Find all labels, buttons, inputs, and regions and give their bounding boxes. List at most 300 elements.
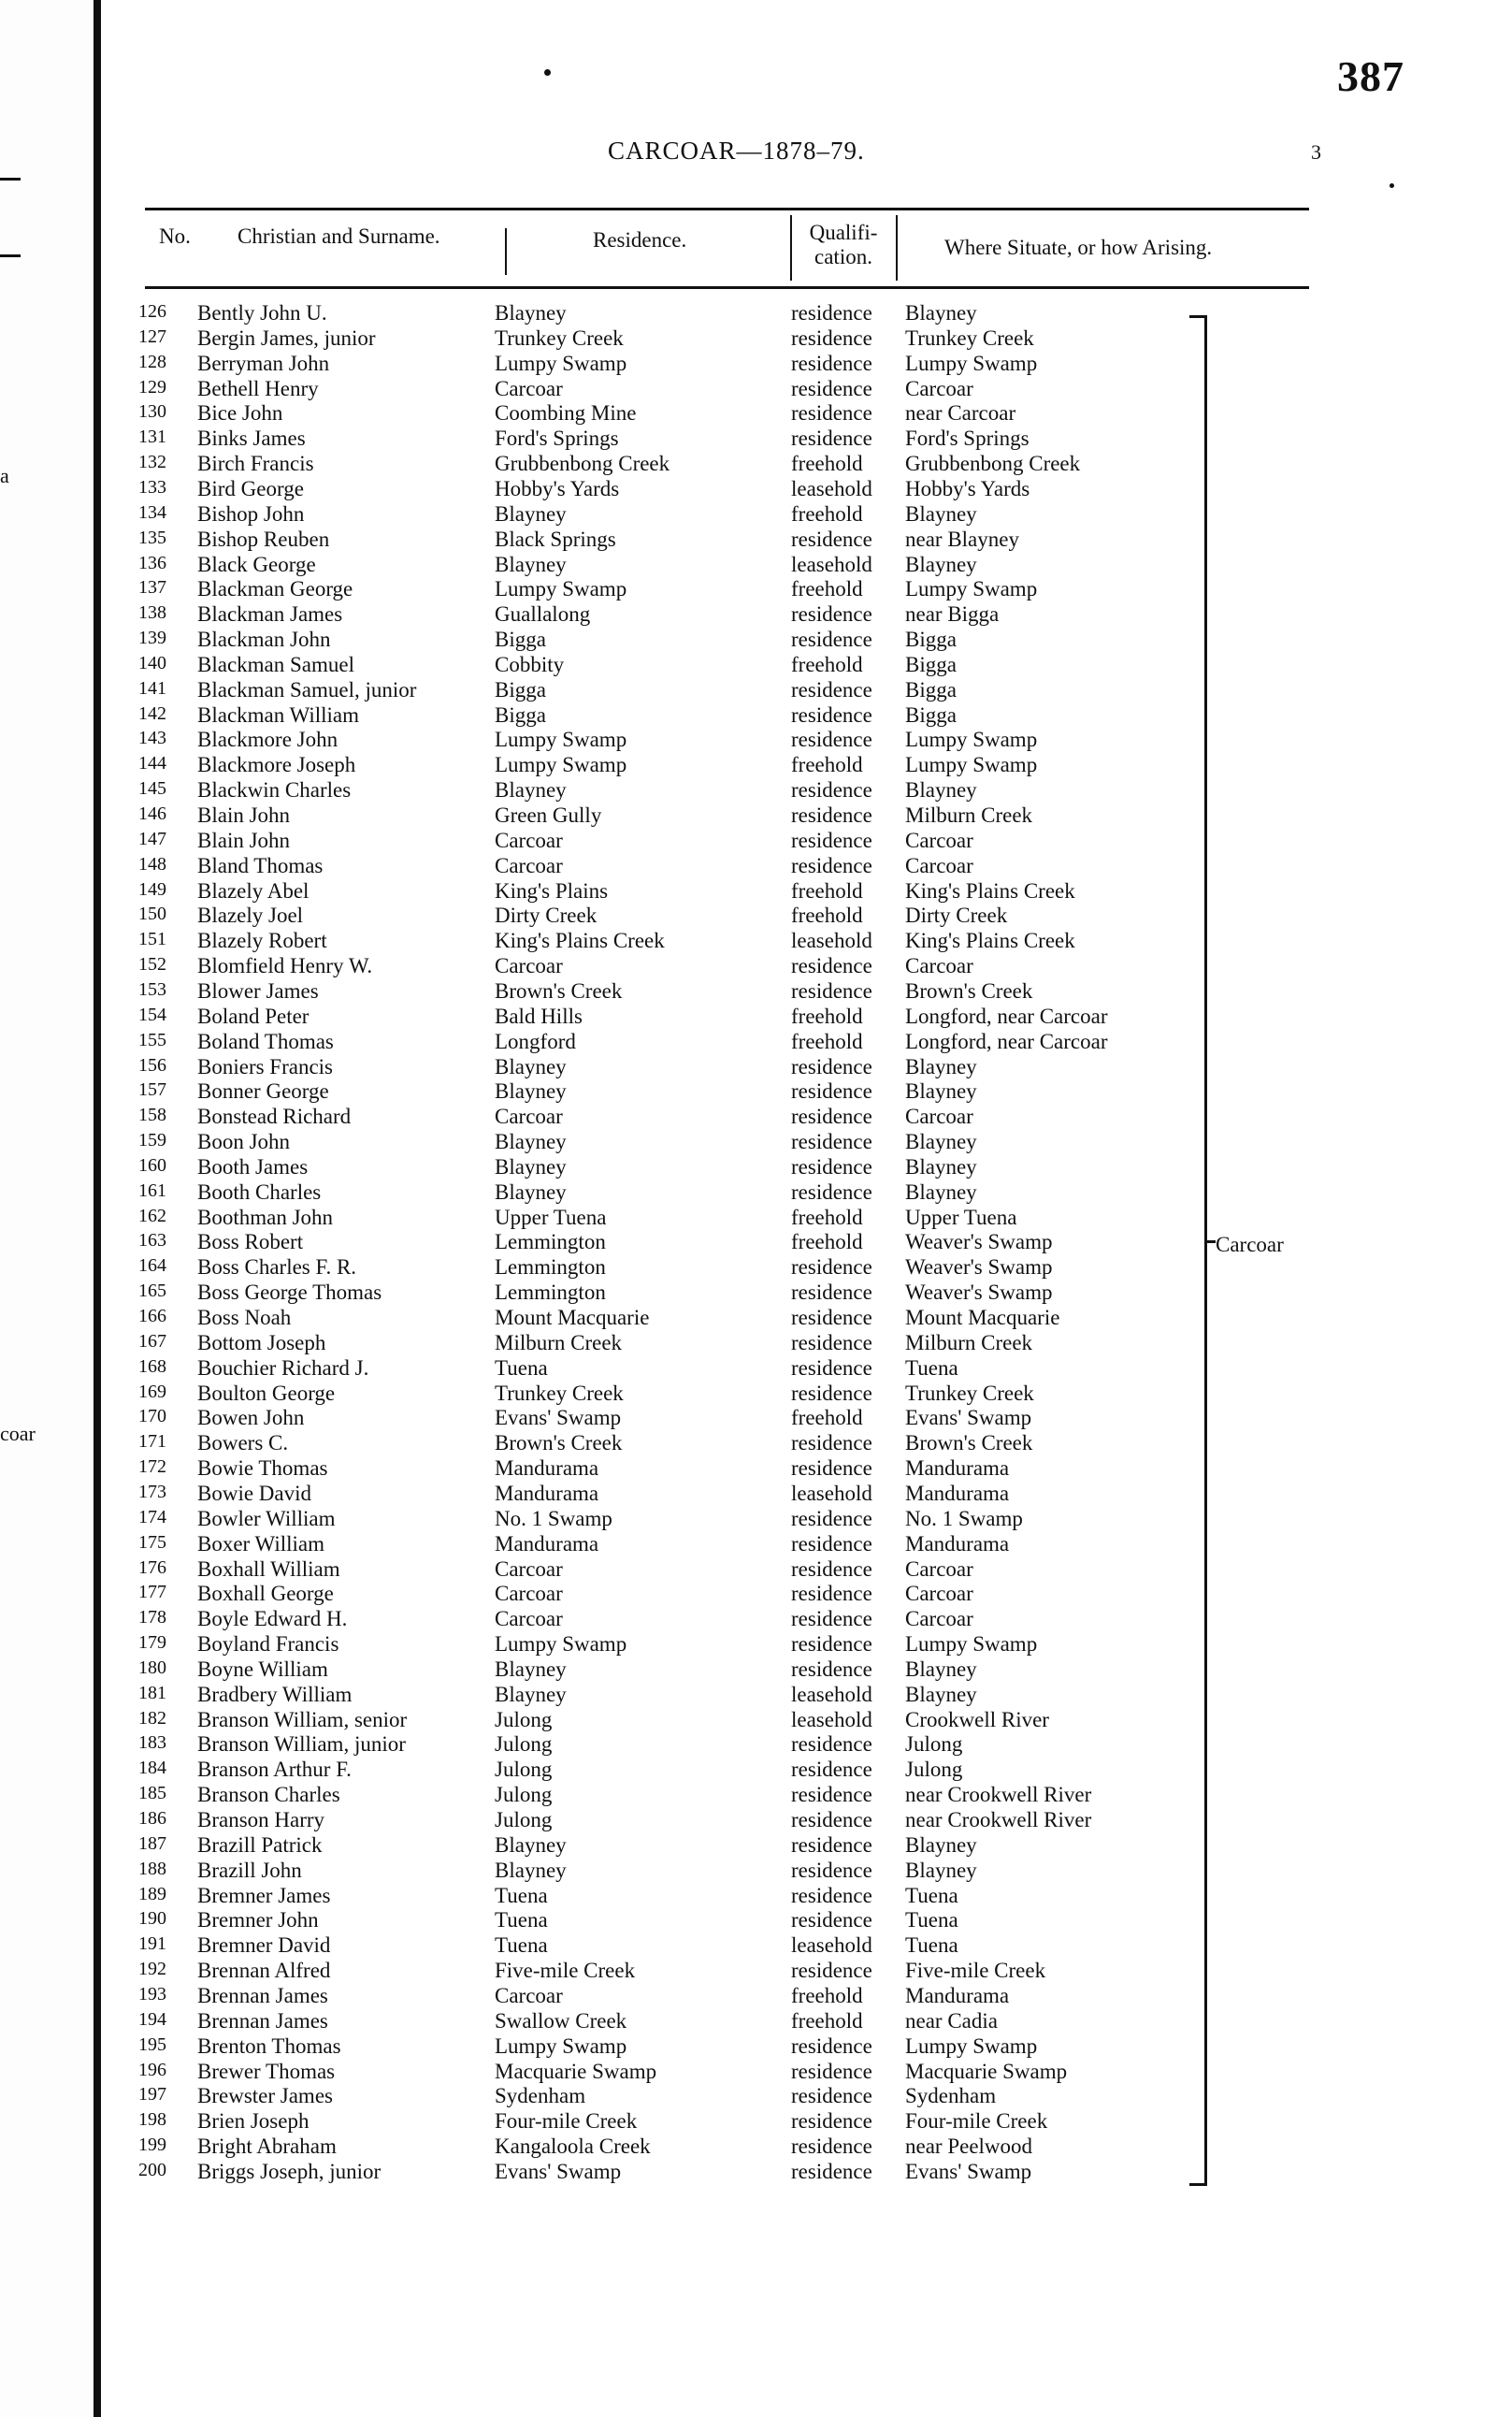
row-qualification: residence (791, 2059, 872, 2083)
header-divider (790, 215, 792, 281)
row-residence: Blayney (495, 1130, 567, 1154)
row-qualification: freehold (791, 753, 863, 777)
row-where-situate: Blayney (905, 1657, 977, 1681)
row-residence: Carcoar (495, 853, 563, 877)
row-number: 157 (138, 1079, 166, 1101)
row-where-situate: near Blayney (905, 527, 1019, 551)
row-residence: Sydenham (495, 2084, 586, 2108)
row-residence: Blayney (495, 1682, 567, 1706)
row-number: 169 (138, 1381, 166, 1402)
row-where-situate: Bigga (905, 702, 957, 727)
row-qualification: leasehold (791, 1682, 872, 1706)
row-residence: Cobbity (495, 652, 565, 676)
row-name: Bremner James (197, 1883, 331, 1907)
row-name: Blomfield Henry W. (197, 954, 373, 978)
row-name: Bright Abraham (197, 2135, 337, 2159)
row-name: Boland Peter (197, 1004, 310, 1028)
row-qualification: freehold (791, 452, 863, 476)
row-number: 175 (138, 1531, 166, 1553)
row-number: 166 (138, 1306, 166, 1326)
row-qualification: residence (791, 778, 872, 803)
row-residence: Carcoar (495, 1607, 563, 1631)
row-name: Brennan Alfred (197, 1959, 331, 1983)
row-where-situate: Evans' Swamp (905, 2159, 1032, 2183)
row-where-situate: Julong (905, 1732, 963, 1757)
row-qualification: leasehold (791, 552, 872, 576)
row-where-situate: Ford's Springs (905, 427, 1030, 451)
row-qualification: residence (791, 1783, 872, 1807)
row-qualification: leasehold (791, 476, 872, 500)
row-residence: Blayney (495, 1832, 567, 1857)
row-qualification: residence (791, 1180, 872, 1204)
row-residence: Carcoar (495, 1556, 563, 1581)
header-where: Where Situate, or how Arising. (944, 236, 1213, 259)
row-name: Binks James (197, 427, 306, 451)
row-name: Boss George Thomas (197, 1281, 382, 1305)
row-name: Bremner David (197, 1933, 331, 1958)
row-residence: Hobby's Yards (495, 476, 620, 500)
row-name: Brien Joseph (197, 2109, 310, 2134)
row-qualification: residence (791, 427, 872, 451)
row-qualification: residence (791, 1281, 872, 1305)
row-name: Birch Francis (197, 452, 314, 476)
row-name: Blackmore John (197, 728, 338, 752)
row-number: 126 (138, 301, 166, 322)
row-name: Branson William, senior (197, 1707, 408, 1731)
row-qualification: residence (791, 1130, 872, 1154)
row-name: Bland Thomas (197, 853, 324, 877)
row-number: 185 (138, 1783, 166, 1804)
row-where-situate: Carcoar (905, 1556, 973, 1581)
row-qualification: freehold (791, 904, 863, 928)
row-number: 162 (138, 1205, 166, 1226)
row-name: Bremner John (197, 1908, 319, 1932)
row-name: Branson Harry (197, 1808, 325, 1831)
row-number: 161 (138, 1180, 166, 1201)
row-number: 163 (138, 1230, 166, 1252)
row-where-situate: Blayney (905, 1130, 977, 1154)
header-divider (505, 228, 507, 275)
row-name: Bishop John (197, 501, 305, 526)
row-name: Bishop Reuben (197, 527, 330, 551)
row-number: 177 (138, 1582, 166, 1603)
row-number: 147 (138, 828, 166, 849)
row-where-situate: Blayney (905, 1154, 977, 1179)
row-name: Bonstead Richard (197, 1105, 352, 1129)
row-qualification: residence (791, 728, 872, 752)
row-number: 142 (138, 702, 166, 724)
row-qualification: freehold (791, 1004, 863, 1028)
row-name: Brennan James (197, 1983, 328, 2007)
row-where-situate: Lumpy Swamp (905, 2033, 1038, 2058)
row-residence: Blayney (495, 301, 567, 325)
row-residence: Tuena (495, 1908, 548, 1932)
row-name: Boland Thomas (197, 1029, 334, 1053)
header-top-rule (145, 208, 1309, 210)
row-where-situate: Milburn Creek (905, 1330, 1033, 1354)
row-qualification: residence (791, 677, 872, 702)
row-number: 187 (138, 1832, 166, 1854)
row-where-situate: Carcoar (905, 376, 973, 400)
row-where-situate: Lumpy Swamp (905, 728, 1038, 752)
row-name: Bice John (197, 401, 283, 426)
row-qualification: freehold (791, 1029, 863, 1053)
row-number: 136 (138, 552, 166, 573)
row-where-situate: King's Plains Creek (905, 929, 1075, 953)
row-number: 138 (138, 602, 166, 624)
row-qualification: residence (791, 2135, 872, 2159)
row-where-situate: Five-mile Creek (905, 1959, 1046, 1983)
row-qualification: residence (791, 527, 872, 551)
row-name: Boniers Francis (197, 1054, 334, 1078)
row-where-situate: Carcoar (905, 954, 973, 978)
row-qualification: residence (791, 1079, 872, 1104)
row-qualification: residence (791, 1607, 872, 1631)
row-residence: Evans' Swamp (495, 1406, 622, 1430)
row-number: 183 (138, 1732, 166, 1754)
row-name: Boyland Francis (197, 1632, 339, 1657)
row-residence: Julong (495, 1783, 553, 1807)
row-where-situate: Grubbenbong Creek (905, 452, 1081, 476)
row-qualification: freehold (791, 1983, 863, 2007)
row-residence: Julong (495, 1707, 553, 1731)
row-name: Blazely Abel (197, 878, 310, 903)
row-qualification: residence (791, 828, 872, 852)
page-title: CARCOAR—1878–79. (608, 137, 865, 165)
row-where-situate: Lumpy Swamp (905, 1632, 1038, 1657)
row-qualification: residence (791, 1456, 872, 1481)
row-residence: Blayney (495, 778, 567, 803)
row-residence: Blayney (495, 1858, 567, 1882)
row-where-situate: Brown's Creek (905, 1431, 1033, 1455)
row-qualification: freehold (791, 2008, 863, 2033)
row-residence: Tuena (495, 1355, 548, 1380)
row-qualification: freehold (791, 501, 863, 526)
row-residence: Upper Tuena (495, 1205, 607, 1229)
row-residence: Carcoar (495, 954, 563, 978)
row-qualification: residence (791, 978, 872, 1003)
row-residence: Lumpy Swamp (495, 2033, 627, 2058)
row-residence: Lumpy Swamp (495, 728, 627, 752)
brace (1191, 315, 1207, 2186)
row-name: Bonner George (197, 1079, 329, 1104)
row-number: 153 (138, 978, 166, 1000)
row-where-situate: Crookwell River (905, 1707, 1049, 1731)
header-name: Christian and Surname. (238, 224, 440, 248)
row-residence: Bigga (495, 628, 546, 652)
row-where-situate: Blayney (905, 501, 977, 526)
row-qualification: residence (791, 1255, 872, 1280)
header-no: No. (159, 224, 191, 248)
row-where-situate: Carcoar (905, 828, 973, 852)
row-number: 189 (138, 1883, 166, 1904)
row-where-situate: near Carcoar (905, 401, 1016, 426)
row-residence: Tuena (495, 1933, 548, 1958)
row-number: 188 (138, 1858, 166, 1879)
row-number: 190 (138, 1908, 166, 1930)
row-name: Bowers C. (197, 1431, 289, 1455)
row-name: Bowen John (197, 1406, 305, 1430)
row-name: Boothman John (197, 1205, 334, 1229)
row-where-situate: Tuena (905, 1883, 958, 1907)
row-qualification: freehold (791, 652, 863, 676)
row-residence: Trunkey Creek (495, 326, 624, 350)
row-number: 137 (138, 577, 166, 599)
row-name: Brazill Patrick (197, 1832, 323, 1857)
row-number: 141 (138, 677, 166, 699)
row-name: Branson Arthur F. (197, 1758, 352, 1782)
row-residence: Trunkey Creek (495, 1381, 624, 1405)
ink-dot (544, 69, 551, 76)
row-number: 193 (138, 1983, 166, 2005)
row-qualification: residence (791, 1858, 872, 1882)
row-residence: Lumpy Swamp (495, 577, 627, 601)
row-where-situate: Dirty Creek (905, 904, 1008, 928)
row-name: Blackman George (197, 577, 353, 601)
row-number: 200 (138, 2159, 166, 2180)
row-name: Branson Charles (197, 1783, 340, 1807)
row-residence: Blayney (495, 1054, 567, 1078)
row-residence: Blayney (495, 1079, 567, 1104)
row-number: 146 (138, 803, 166, 824)
row-number: 196 (138, 2059, 166, 2080)
page-number: 387 (1337, 52, 1404, 100)
row-qualification: residence (791, 954, 872, 978)
row-name: Brewster James (197, 2084, 333, 2108)
row-where-situate: Mandurama (905, 1983, 1010, 2007)
row-name: Boyle Edward H. (197, 1607, 348, 1631)
row-where-situate: Weaver's Swamp (905, 1230, 1053, 1254)
row-where-situate: Sydenham (905, 2084, 997, 2108)
row-qualification: residence (791, 1306, 872, 1329)
row-qualification: leasehold (791, 1707, 872, 1731)
row-name: Booth Charles (197, 1180, 322, 1204)
row-number: 178 (138, 1607, 166, 1628)
row-qualification: residence (791, 1632, 872, 1657)
row-number: 159 (138, 1130, 166, 1151)
row-name: Boyne William (197, 1657, 328, 1681)
row-residence: Julong (495, 1808, 553, 1831)
row-residence: Swallow Creek (495, 2008, 627, 2033)
margin-fragment: coar (0, 1422, 36, 1445)
row-residence: Blayney (495, 501, 567, 526)
row-where-situate: Blayney (905, 1079, 977, 1104)
row-where-situate: King's Plains Creek (905, 878, 1075, 903)
row-number: 160 (138, 1154, 166, 1176)
row-where-situate: Longford, near Carcoar (905, 1004, 1108, 1028)
row-name: Branson William, junior (197, 1732, 406, 1757)
row-where-situate: Blayney (905, 1054, 977, 1078)
row-where-situate: Trunkey Creek (905, 326, 1034, 350)
row-where-situate: near Crookwell River (905, 1783, 1092, 1807)
row-number: 199 (138, 2135, 166, 2156)
row-name: Blain John (197, 803, 291, 827)
row-where-situate: near Crookwell River (905, 1808, 1092, 1831)
row-number: 144 (138, 753, 166, 774)
row-residence: Dirty Creek (495, 904, 598, 928)
row-residence: Carcoar (495, 1582, 563, 1606)
row-name: Bouchier Richard J. (197, 1355, 369, 1380)
row-qualification: residence (791, 1808, 872, 1831)
row-qualification: residence (791, 326, 872, 350)
row-name: Brewer Thomas (197, 2059, 336, 2083)
row-name: Boxer William (197, 1531, 324, 1556)
row-number: 176 (138, 1556, 166, 1578)
row-number: 152 (138, 954, 166, 976)
row-name: Brenton Thomas (197, 2033, 341, 2058)
row-where-situate: Mount Macquarie (905, 1306, 1060, 1329)
row-qualification: freehold (791, 577, 863, 601)
margin-mark (0, 178, 21, 181)
row-name: Black George (197, 552, 316, 576)
row-where-situate: Blayney (905, 552, 977, 576)
row-where-situate: Lumpy Swamp (905, 351, 1038, 375)
row-number: 127 (138, 326, 166, 347)
row-where-situate: Tuena (905, 1908, 958, 1932)
row-qualification: residence (791, 1054, 872, 1078)
row-residence: Bigga (495, 702, 546, 727)
row-qualification: leasehold (791, 1933, 872, 1958)
row-qualification: residence (791, 1355, 872, 1380)
row-name: Bowie David (197, 1481, 312, 1505)
row-qualification: residence (791, 1506, 872, 1530)
row-residence: Lemmington (495, 1281, 606, 1305)
row-qualification: residence (791, 1883, 872, 1907)
row-residence: Grubbenbong Creek (495, 452, 670, 476)
row-qualification: residence (791, 351, 872, 375)
row-qualification: residence (791, 702, 872, 727)
row-residence: Mandurama (495, 1481, 599, 1505)
row-residence: Guallalong (495, 602, 591, 627)
row-qualification: residence (791, 803, 872, 827)
row-residence: Kangaloola Creek (495, 2135, 651, 2159)
row-name: Brennan James (197, 2008, 328, 2033)
row-number: 139 (138, 628, 166, 649)
row-residence: Evans' Swamp (495, 2159, 622, 2183)
row-name: Boon John (197, 1130, 291, 1154)
row-qualification: freehold (791, 1205, 863, 1229)
row-number: 145 (138, 778, 166, 800)
row-number: 133 (138, 476, 166, 498)
row-number: 128 (138, 351, 166, 372)
row-name: Blackman William (197, 702, 360, 727)
brace-bottom (1189, 2183, 1206, 2186)
row-number: 198 (138, 2109, 166, 2131)
row-number: 194 (138, 2008, 166, 2030)
row-qualification: residence (791, 401, 872, 426)
row-where-situate: Bigga (905, 628, 957, 652)
row-name: Blackman James (197, 602, 343, 627)
row-residence: Mandurama (495, 1531, 599, 1556)
row-number: 131 (138, 427, 166, 448)
row-qualification: residence (791, 1330, 872, 1354)
row-where-situate: Trunkey Creek (905, 1381, 1034, 1405)
row-residence: Bald Hills (495, 1004, 583, 1028)
row-name: Bowler William (197, 1506, 336, 1530)
row-where-situate: Evans' Swamp (905, 1406, 1032, 1430)
margin-mark (0, 254, 21, 257)
row-where-situate: Longford, near Carcoar (905, 1029, 1108, 1053)
row-qualification: residence (791, 1556, 872, 1581)
row-residence: Julong (495, 1758, 553, 1782)
row-number: 154 (138, 1004, 166, 1025)
row-number: 165 (138, 1281, 166, 1302)
row-where-situate: Mandurama (905, 1531, 1010, 1556)
row-where-situate: Lumpy Swamp (905, 577, 1038, 601)
row-residence: Blayney (495, 1180, 567, 1204)
row-where-situate: near Peelwood (905, 2135, 1033, 2159)
row-name: Boxhall William (197, 1556, 340, 1581)
row-number: 168 (138, 1355, 166, 1377)
row-residence: Carcoar (495, 1105, 563, 1129)
row-name: Bethell Henry (197, 376, 319, 400)
header-bottom-rule (145, 286, 1309, 289)
row-number: 182 (138, 1707, 166, 1729)
row-qualification: freehold (791, 1406, 863, 1430)
row-qualification: residence (791, 301, 872, 325)
row-name: Booth James (197, 1154, 309, 1179)
row-where-situate: Julong (905, 1758, 963, 1782)
row-residence: Blayney (495, 552, 567, 576)
header-residence: Residence. (593, 228, 687, 252)
row-residence: Lumpy Swamp (495, 1632, 627, 1657)
row-residence: Coombing Mine (495, 401, 637, 426)
row-where-situate: Bigga (905, 677, 957, 702)
row-where-situate: near Cadia (905, 2008, 998, 2033)
row-name: Blackman Samuel (197, 652, 354, 676)
row-number: 184 (138, 1758, 166, 1779)
row-qualification: residence (791, 1105, 872, 1129)
row-where-situate: Blayney (905, 1180, 977, 1204)
row-residence: Brown's Creek (495, 1431, 623, 1455)
row-residence: No. 1 Swamp (495, 1506, 612, 1530)
row-qualification: residence (791, 1758, 872, 1782)
row-residence: Carcoar (495, 1983, 563, 2007)
row-qualification: residence (791, 1531, 872, 1556)
row-qualification: residence (791, 2033, 872, 2058)
row-where-situate: Hobby's Yards (905, 476, 1030, 500)
row-where-situate: Lumpy Swamp (905, 753, 1038, 777)
row-name: Berryman John (197, 351, 330, 375)
row-number: 155 (138, 1029, 166, 1050)
row-name: Blackmore Joseph (197, 753, 356, 777)
row-residence: Carcoar (495, 376, 563, 400)
row-number: 174 (138, 1506, 166, 1527)
row-number: 140 (138, 652, 166, 673)
row-residence: Five-mile Creek (495, 1959, 636, 1983)
row-number: 156 (138, 1054, 166, 1076)
row-residence: Bigga (495, 677, 546, 702)
margin-fragment: a (0, 464, 9, 487)
row-qualification: residence (791, 2109, 872, 2134)
row-number: 151 (138, 929, 166, 950)
row-qualification: residence (791, 1582, 872, 1606)
row-residence: Julong (495, 1732, 553, 1757)
row-qualification: residence (791, 2084, 872, 2108)
row-number: 171 (138, 1431, 166, 1453)
row-residence: Lemmington (495, 1255, 606, 1280)
row-qualification: residence (791, 376, 872, 400)
row-where-situate: No. 1 Swamp (905, 1506, 1023, 1530)
row-where-situate: Blayney (905, 778, 977, 803)
row-name: Boss Charles F. R. (197, 1255, 357, 1280)
row-qualification: residence (791, 2159, 872, 2183)
row-where-situate: near Bigga (905, 602, 1000, 627)
row-number: 132 (138, 452, 166, 473)
row-residence: Longford (495, 1029, 576, 1053)
row-residence: Ford's Springs (495, 427, 619, 451)
row-number: 192 (138, 1959, 166, 1980)
